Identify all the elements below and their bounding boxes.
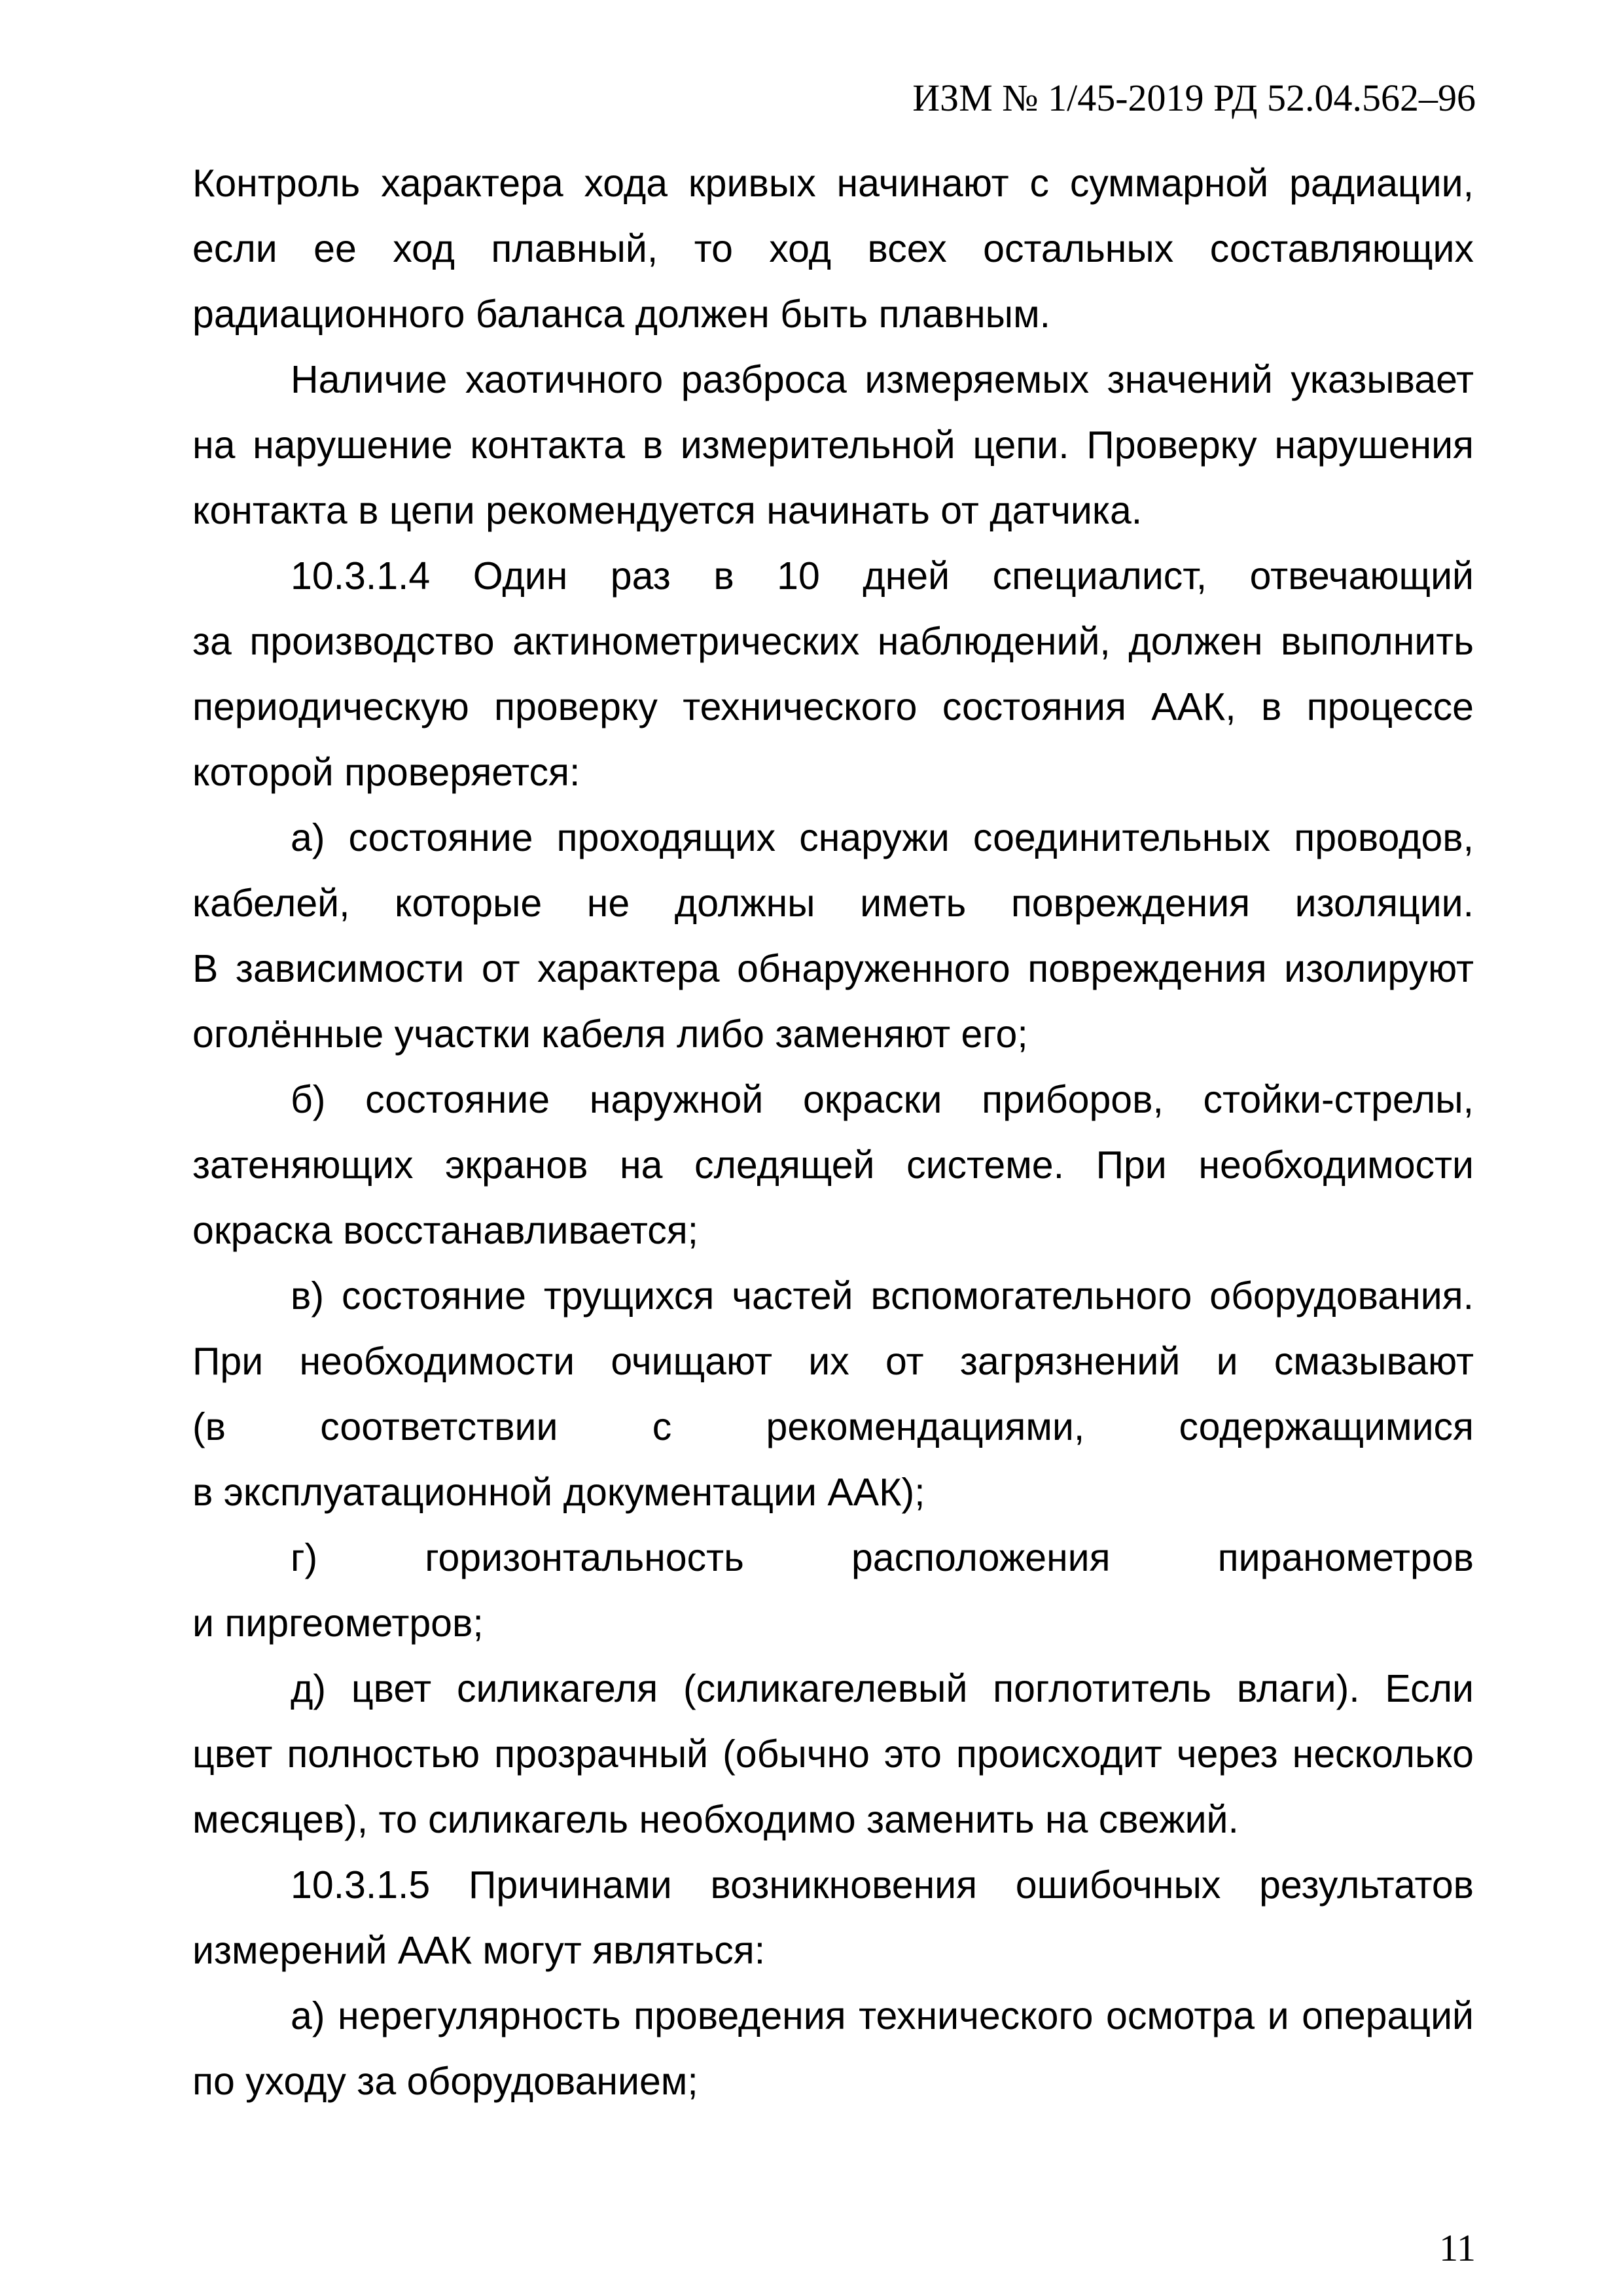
- text-line: В зависимости от характера обнаруженного повреждения изолируют: [192, 947, 1474, 990]
- list-item-v: в) состояние трущихся частей вспомогательного оборудования.: [291, 1274, 1474, 1318]
- clause-10-3-1-4: 10.3.1.4 Один раз в 10 дней специалист, отвечающий: [291, 554, 1474, 598]
- text-line: которой проверяется:: [192, 751, 580, 794]
- document-header-code: ИЗМ № 1/45-2019 РД 52.04.562–96: [912, 77, 1476, 119]
- list-item-d: д) цвет силикагеля (силикагелевый поглотитель влаги). Если: [291, 1667, 1474, 1710]
- text-line: контакта в цепи рекомендуется начинать от датчика.: [192, 489, 1143, 532]
- text-line: в эксплуатационной документации ААК);: [192, 1471, 925, 1514]
- text-line: окраска восстанавливается;: [192, 1209, 699, 1252]
- document-body: [192, 151, 1474, 2114]
- text-line: и пиргеометров;: [192, 1602, 484, 1645]
- text-line: радиационного баланса должен быть плавным.: [192, 293, 1051, 336]
- text-line: Контроль характера хода кривых начинают с суммарной радиации,: [192, 162, 1474, 205]
- list-item-a: а) состояние проходящих снаружи соединительных проводов,: [291, 816, 1474, 859]
- list-item-g: г) горизонтальность расположения пиранометров: [291, 1536, 1474, 1579]
- text-line: При необходимости очищают их от загрязнений и смазывают: [192, 1340, 1474, 1383]
- text-line: за производство актинометрических наблюдений, должен выполнить: [192, 620, 1474, 663]
- text-line: по уходу за оборудованием;: [192, 2060, 698, 2103]
- text-line: периодическую проверку технического состояния ААК, в процессе: [192, 685, 1474, 728]
- text-line: измерений ААК могут являться:: [192, 1929, 766, 1972]
- paragraph-first-line: Наличие хаотичного разброса измеряемых значений указывает: [291, 358, 1474, 401]
- page-number: 11: [1439, 2227, 1476, 2269]
- text-line: (в соответствии с рекомендациями, содержащимися: [192, 1405, 1474, 1448]
- text-line: если ее ход плавный, то ход всех остальных составляющих: [192, 227, 1474, 270]
- text-line: затеняющих экранов на следящей системе. При необходимости: [192, 1143, 1474, 1187]
- list-item-b: б) состояние наружной окраски приборов, стойки-стрелы,: [291, 1078, 1474, 1121]
- list-item-a-2: а) нерегулярность проведения технического осмотра и операций: [291, 1994, 1474, 2037]
- text-line: цвет полностью прозрачный (обычно это происходит через несколько: [192, 1732, 1474, 1776]
- clause-10-3-1-5: 10.3.1.5 Причинами возникновения ошибочных результатов: [291, 1863, 1474, 1907]
- text-line: месяцев), то силикагель необходимо заменить на свежий.: [192, 1798, 1239, 1841]
- text-line: на нарушение контакта в измерительной цепи. Проверку нарушения: [192, 423, 1474, 467]
- text-line: оголённые участки кабеля либо заменяют его;: [192, 1013, 1028, 1056]
- text-line: кабелей, которые не должны иметь повреждения изоляции.: [192, 882, 1474, 925]
